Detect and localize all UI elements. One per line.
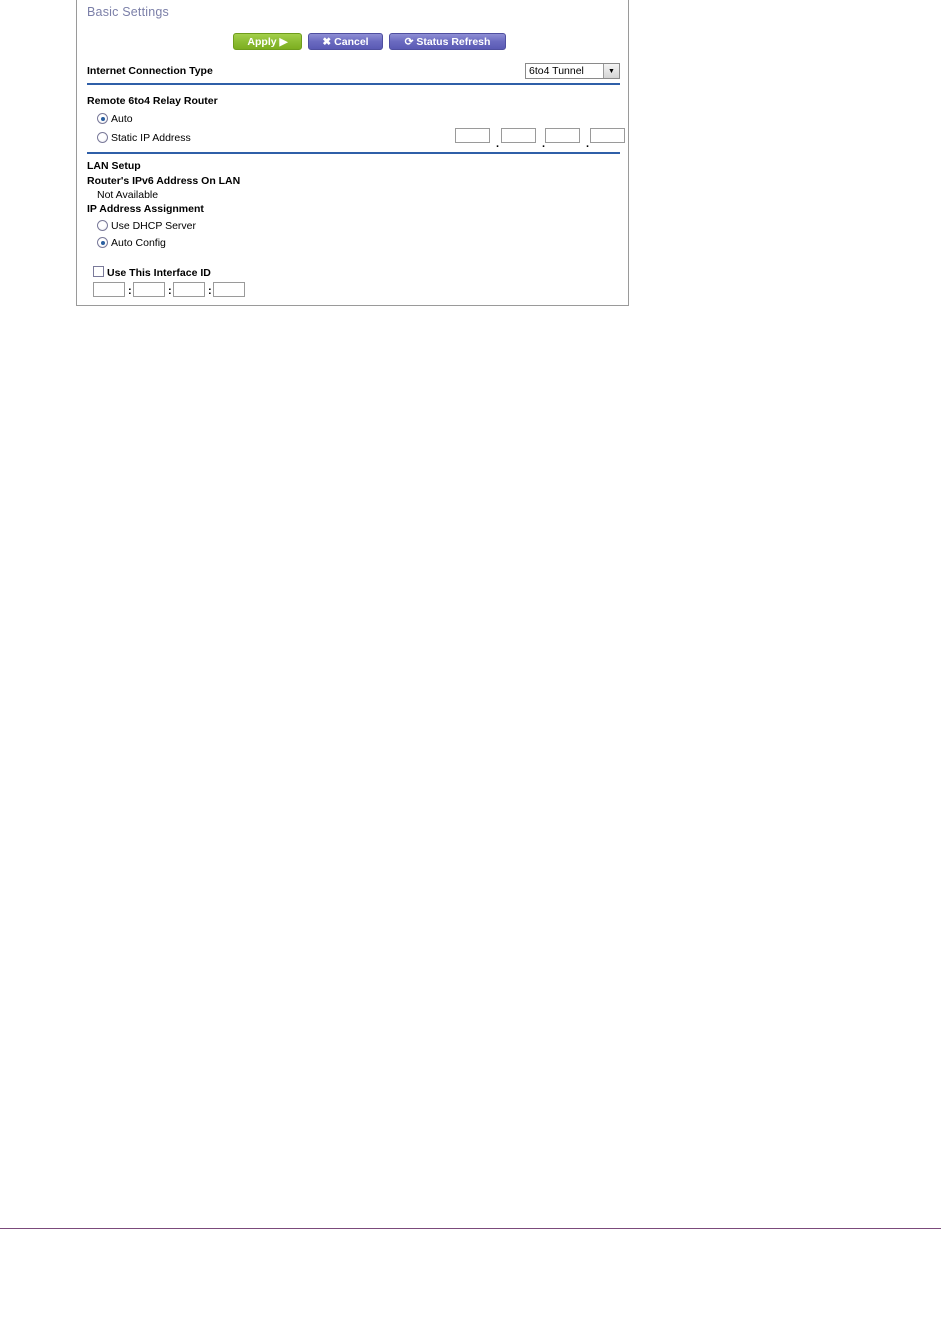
interface-id-group-2[interactable] <box>133 282 165 297</box>
interface-id-group-3[interactable] <box>173 282 205 297</box>
close-icon: ✖ <box>322 36 332 48</box>
lan-setup-label: LAN Setup <box>87 160 141 172</box>
ip-address-assignment-label: IP Address Assignment <box>87 203 204 215</box>
status-refresh-button-label: Status Refresh <box>416 36 491 48</box>
interface-separator-2: : <box>168 285 172 297</box>
relay-ip-octet-3[interactable] <box>545 128 580 143</box>
status-refresh-button[interactable] <box>389 33 506 50</box>
ip-address-assignment-header <box>77 203 628 217</box>
use-dhcp-server-row <box>77 219 628 233</box>
interface-id-group-1[interactable] <box>93 282 125 297</box>
router-ipv6-address-value: Not Available <box>97 189 159 201</box>
divider-connection <box>87 83 620 85</box>
router-ipv6-address-row <box>77 175 628 189</box>
use-dhcp-server-label: Use DHCP Server <box>111 220 196 232</box>
divider-relay <box>87 152 620 154</box>
use-interface-id-row <box>77 266 628 280</box>
use-interface-id-label: Use This Interface ID <box>107 267 211 279</box>
triangle-right-icon: ▶ <box>279 36 288 48</box>
relay-auto-label: Auto <box>111 113 133 125</box>
lan-setup-header <box>77 160 628 174</box>
interface-separator-1: : <box>128 285 132 297</box>
internet-connection-type-row <box>77 64 628 82</box>
internet-connection-type-select[interactable] <box>525 63 620 79</box>
cancel-button-label: Cancel <box>334 36 369 48</box>
interface-id-fields-row <box>77 282 628 300</box>
refresh-icon: ⟳ <box>404 36 414 48</box>
relay-section-header <box>77 95 628 109</box>
apply-button-label: Apply <box>247 36 277 48</box>
use-dhcp-server-radio[interactable] <box>97 220 108 231</box>
auto-config-label: Auto Config <box>111 237 166 249</box>
interface-separator-3: : <box>208 285 212 297</box>
interface-id-group-4[interactable] <box>213 282 245 297</box>
ip-separator-3: . <box>586 138 590 150</box>
relay-ip-octet-2[interactable] <box>501 128 536 143</box>
relay-auto-row <box>77 112 628 126</box>
relay-ip-octet-4[interactable] <box>590 128 625 143</box>
internet-connection-type-value: 6to4 Tunnel <box>529 65 584 77</box>
relay-section-label: Remote 6to4 Relay Router <box>87 95 218 107</box>
chevron-down-icon[interactable]: ▼ <box>603 64 619 78</box>
relay-ip-octet-1[interactable] <box>455 128 490 143</box>
page-bottom-divider <box>0 1228 941 1229</box>
relay-static-row <box>77 130 628 148</box>
basic-settings-panel <box>76 0 629 306</box>
router-ipv6-address-label: Router's IPv6 Address On LAN <box>87 175 241 187</box>
relay-static-label: Static IP Address <box>111 132 191 144</box>
internet-connection-type-label: Internet Connection Type <box>87 65 213 77</box>
auto-config-radio[interactable] <box>97 237 108 248</box>
cancel-button[interactable] <box>308 33 383 50</box>
relay-static-radio[interactable] <box>97 132 108 143</box>
action-button-row <box>77 33 628 53</box>
auto-config-row <box>77 236 628 250</box>
page-title: Basic Settings <box>87 5 170 19</box>
router-ipv6-value-row <box>77 189 628 203</box>
ip-separator-1: . <box>496 138 500 150</box>
use-interface-id-checkbox[interactable] <box>93 266 104 277</box>
ip-separator-2: . <box>542 138 546 150</box>
relay-auto-radio[interactable] <box>97 113 108 124</box>
apply-button[interactable] <box>233 33 302 50</box>
